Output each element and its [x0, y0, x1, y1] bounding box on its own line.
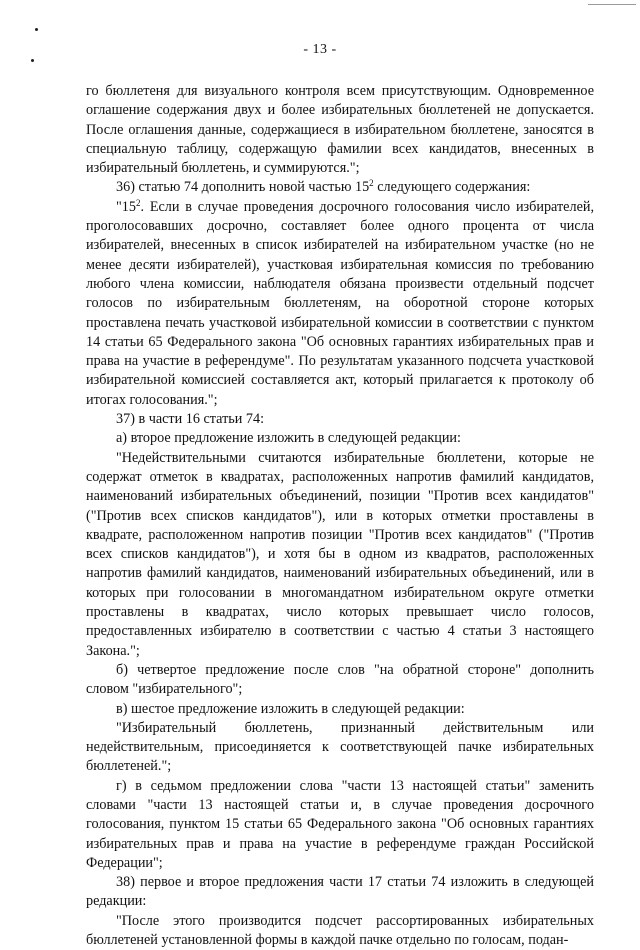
paragraph-subitem-v: в) шестое предложение изложить в следующей редакции:	[116, 700, 465, 717]
paragraph-quote-ballot: "Избирательный бюллетень, признанный действительным или недействительным, присоединяется к соответствующей пачке избирательных бюллетеней.";	[86, 719, 594, 775]
scan-speck	[35, 28, 38, 31]
page-number: - 13 -	[303, 42, 337, 57]
paragraph-part-15-2	[86, 198, 594, 410]
document-body	[86, 82, 594, 950]
paragraph-quote-invalid-ballots: "Недействительными считаются избирательные бюллетени, которые не содержат отметок в квадратах, расположенных напротив фамилий кандидатов, наименований избирательных объединений, позиции "Против всех кандидатов" ("Против всех списков кандидатов"), или в которых отметки проставлены в квадрате, расположенном напротив позиции "Против всех кандидатов" ("Против всех списков кандидатов"), и хотя бы в одном из квадратов, расположенных напротив фамилий кандидатов, наименований избирательных объединений, или в которых при голосовании в многомандатном избирательном округе отметки проставлены в квадратах, число которых превышает число голосов, предоставленных избирателю в соответствии с частью 4 статьи 3 настоящего Закона.";	[86, 449, 594, 659]
paragraph-item-38: 38) первое и второе предложения части 17 статьи 74 изложить в следующей редакции:	[86, 874, 594, 910]
scan-speck	[31, 59, 34, 62]
text-run: следующего содержания:	[373, 179, 531, 196]
paragraph-quote-counting: "После этого производится подсчет рассортированных избирательных бюллетеней установленной формы в каждой пачке отдельно по голосам, подан-	[86, 912, 594, 949]
text-run: 36) статью 74 дополнить новой частью 15	[116, 179, 370, 196]
paragraph-subitem-b: б) четвертое предложение после слов "на обратной стороне" дополнить словом "избирательного";	[86, 661, 594, 698]
scan-edge-mark	[588, 4, 636, 5]
text-run: "15	[116, 198, 136, 215]
paragraph-subitem-a: а) второе предложение изложить в следующей редакции:	[116, 430, 461, 447]
paragraph-item-36	[86, 178, 594, 197]
superscript: 2	[135, 197, 141, 208]
paragraph-item-37: 37) в части 16 статьи 74:	[116, 411, 265, 428]
superscript: 2	[369, 178, 374, 189]
paragraph-continuation: го бюллетеня для визуального контроля всем присутствующим. Одновременное оглашение содержания двух и более избирательных бюллетеней не допускается. После оглашения данные, содержащиеся в избирательном бюллетене, заносятся в специальную таблицу, содержащую фамилии всех кандидатов, внесенных в избирательный бюллетень, и суммируются.";	[86, 83, 594, 177]
paragraph-subitem-g: г) в седьмом предложении слова "части 13 настоящей статьи" заменить словами "части 13 настоящей статьи и, в случае проведения досрочного голосования, пунктом 15 статьи 65 Федерального закона "Об основных гарантиях избирательных прав и права на участие в референдуме граждан Российской Федерации";	[86, 777, 594, 871]
text-run: . Если в случае проведения досрочного голосования число избирателей, проголосовавших досрочно, составляет более одного процента от числа избирателей, внесенных в список избирателей на избирательном участке (но не менее десяти избирателей), участковая избирательная комиссия по требованию любого члена комиссии, наблюдателя обязана произвести отдельный подсчет голосов по избирательным бюллетеням, на оборотной стороне которых проставлена печать участковой избирательной комиссии в соответствии с пунктом 14 статьи 65 Федерального закона "Об основных гарантиях избирательных прав и права на участие в референдуме". По результатам указанного подсчета участковой избирательной комиссией составляется акт, который прилагается к протоколу об итогах голосования.";	[86, 198, 594, 408]
